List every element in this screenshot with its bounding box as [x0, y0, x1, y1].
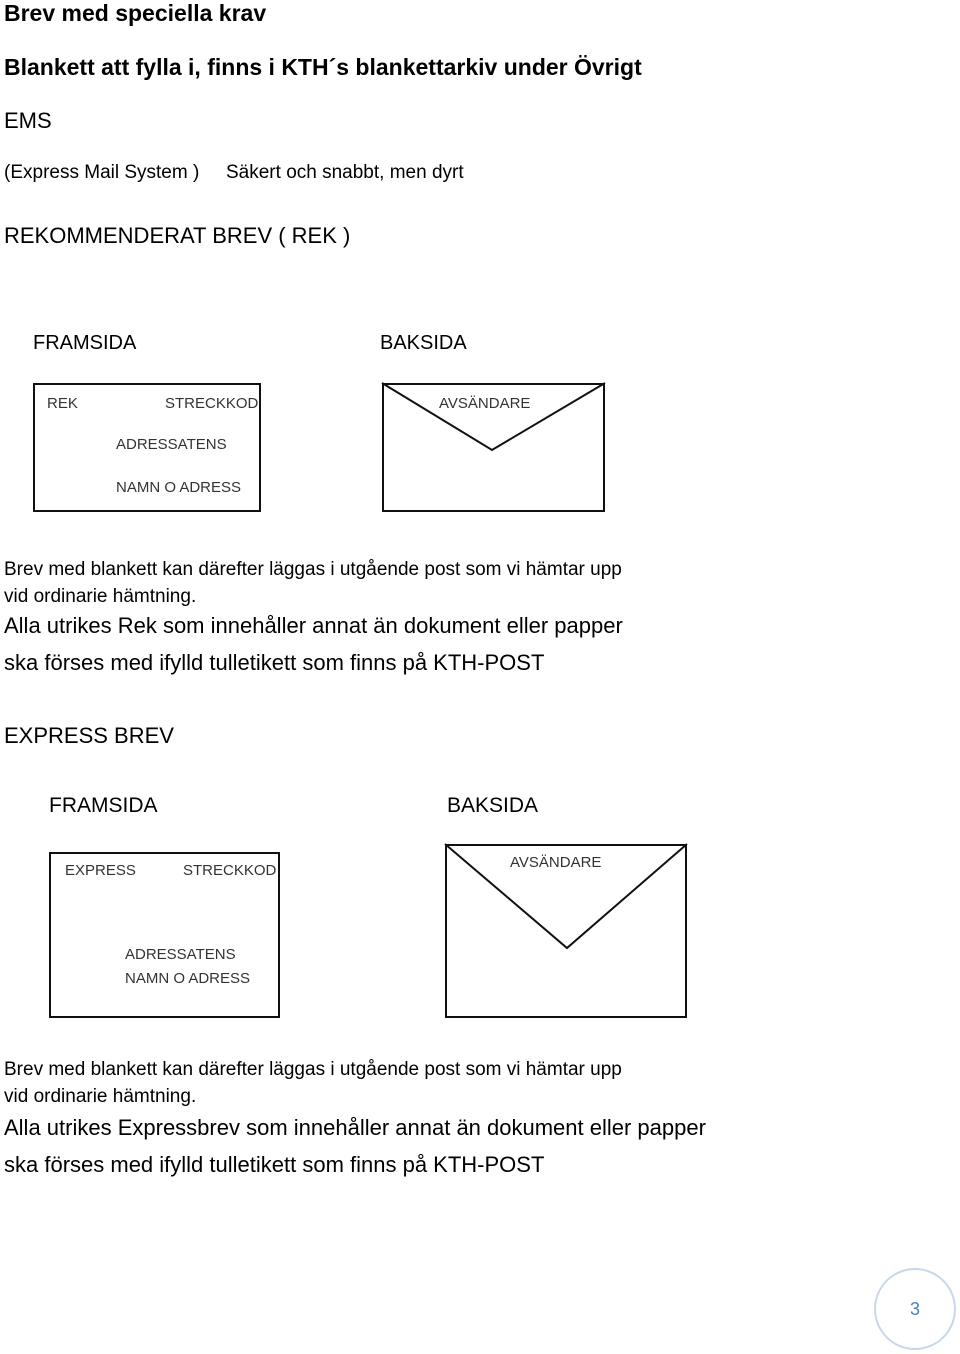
rek-front-envelope	[33, 383, 261, 512]
rek-addressee-line1: ADRESSATENS	[116, 436, 227, 453]
express-back-label: BAKSIDA	[447, 794, 539, 817]
rek-customs-line2: ska förses med ifylld tulletikett som finns på KTH-POST	[4, 650, 545, 675]
rek-front-label: FRAMSIDA	[33, 332, 137, 354]
rek-tag: REK	[47, 395, 78, 412]
express-title: EXPRESS BREV	[4, 723, 174, 748]
express-front-envelope	[49, 852, 280, 1018]
rek-addressee-line2: NAMN O ADRESS	[116, 479, 242, 496]
ems-title: EMS	[4, 108, 52, 133]
rek-back-envelope	[382, 383, 605, 512]
ems-subtitle-paren: (Express Mail System )	[4, 162, 200, 183]
rek-customs-line1: Alla utrikes Rek som innehåller annat än dokument eller papper	[4, 613, 623, 638]
page-number-badge	[874, 1268, 956, 1350]
page-heading: Brev med speciella krav	[4, 0, 267, 26]
rek-note-line1: Brev med blankett kan därefter läggas i utgående post som vi hämtar upp	[4, 559, 622, 580]
express-note-line1: Brev med blankett kan därefter läggas i utgående post som vi hämtar upp	[4, 1059, 622, 1080]
express-barcode-label: STRECKKOD	[183, 862, 277, 879]
form-note: Blankett att fylla i, finns i KTH´s blankettarkiv under Övrigt	[4, 54, 642, 80]
page-number: 3	[909, 1298, 920, 1319]
rek-barcode-label: STRECKKOD	[165, 395, 259, 412]
express-customs-line2: ska förses med ifylld tulletikett som finns på KTH-POST	[4, 1152, 545, 1177]
express-tag: EXPRESS	[65, 862, 136, 879]
rek-sender-label: AVSÄNDARE	[439, 395, 531, 412]
express-addressee-line1: ADRESSATENS	[125, 946, 236, 963]
express-front-label: FRAMSIDA	[49, 794, 158, 817]
rek-title: REKOMMENDERAT BREV ( REK )	[4, 223, 351, 248]
ems-subtitle-desc: Säkert och snabbt, men dyrt	[226, 162, 464, 183]
express-customs-line1: Alla utrikes Expressbrev som innehåller annat än dokument eller papper	[4, 1115, 706, 1140]
express-sender-label: AVSÄNDARE	[510, 854, 602, 871]
rek-back-label: BAKSIDA	[380, 332, 467, 354]
express-addressee-line2: NAMN O ADRESS	[125, 970, 251, 987]
express-back-envelope	[445, 844, 687, 1018]
rek-note-line2: vid ordinarie hämtning.	[4, 586, 197, 607]
express-note-line2: vid ordinarie hämtning.	[4, 1086, 197, 1107]
